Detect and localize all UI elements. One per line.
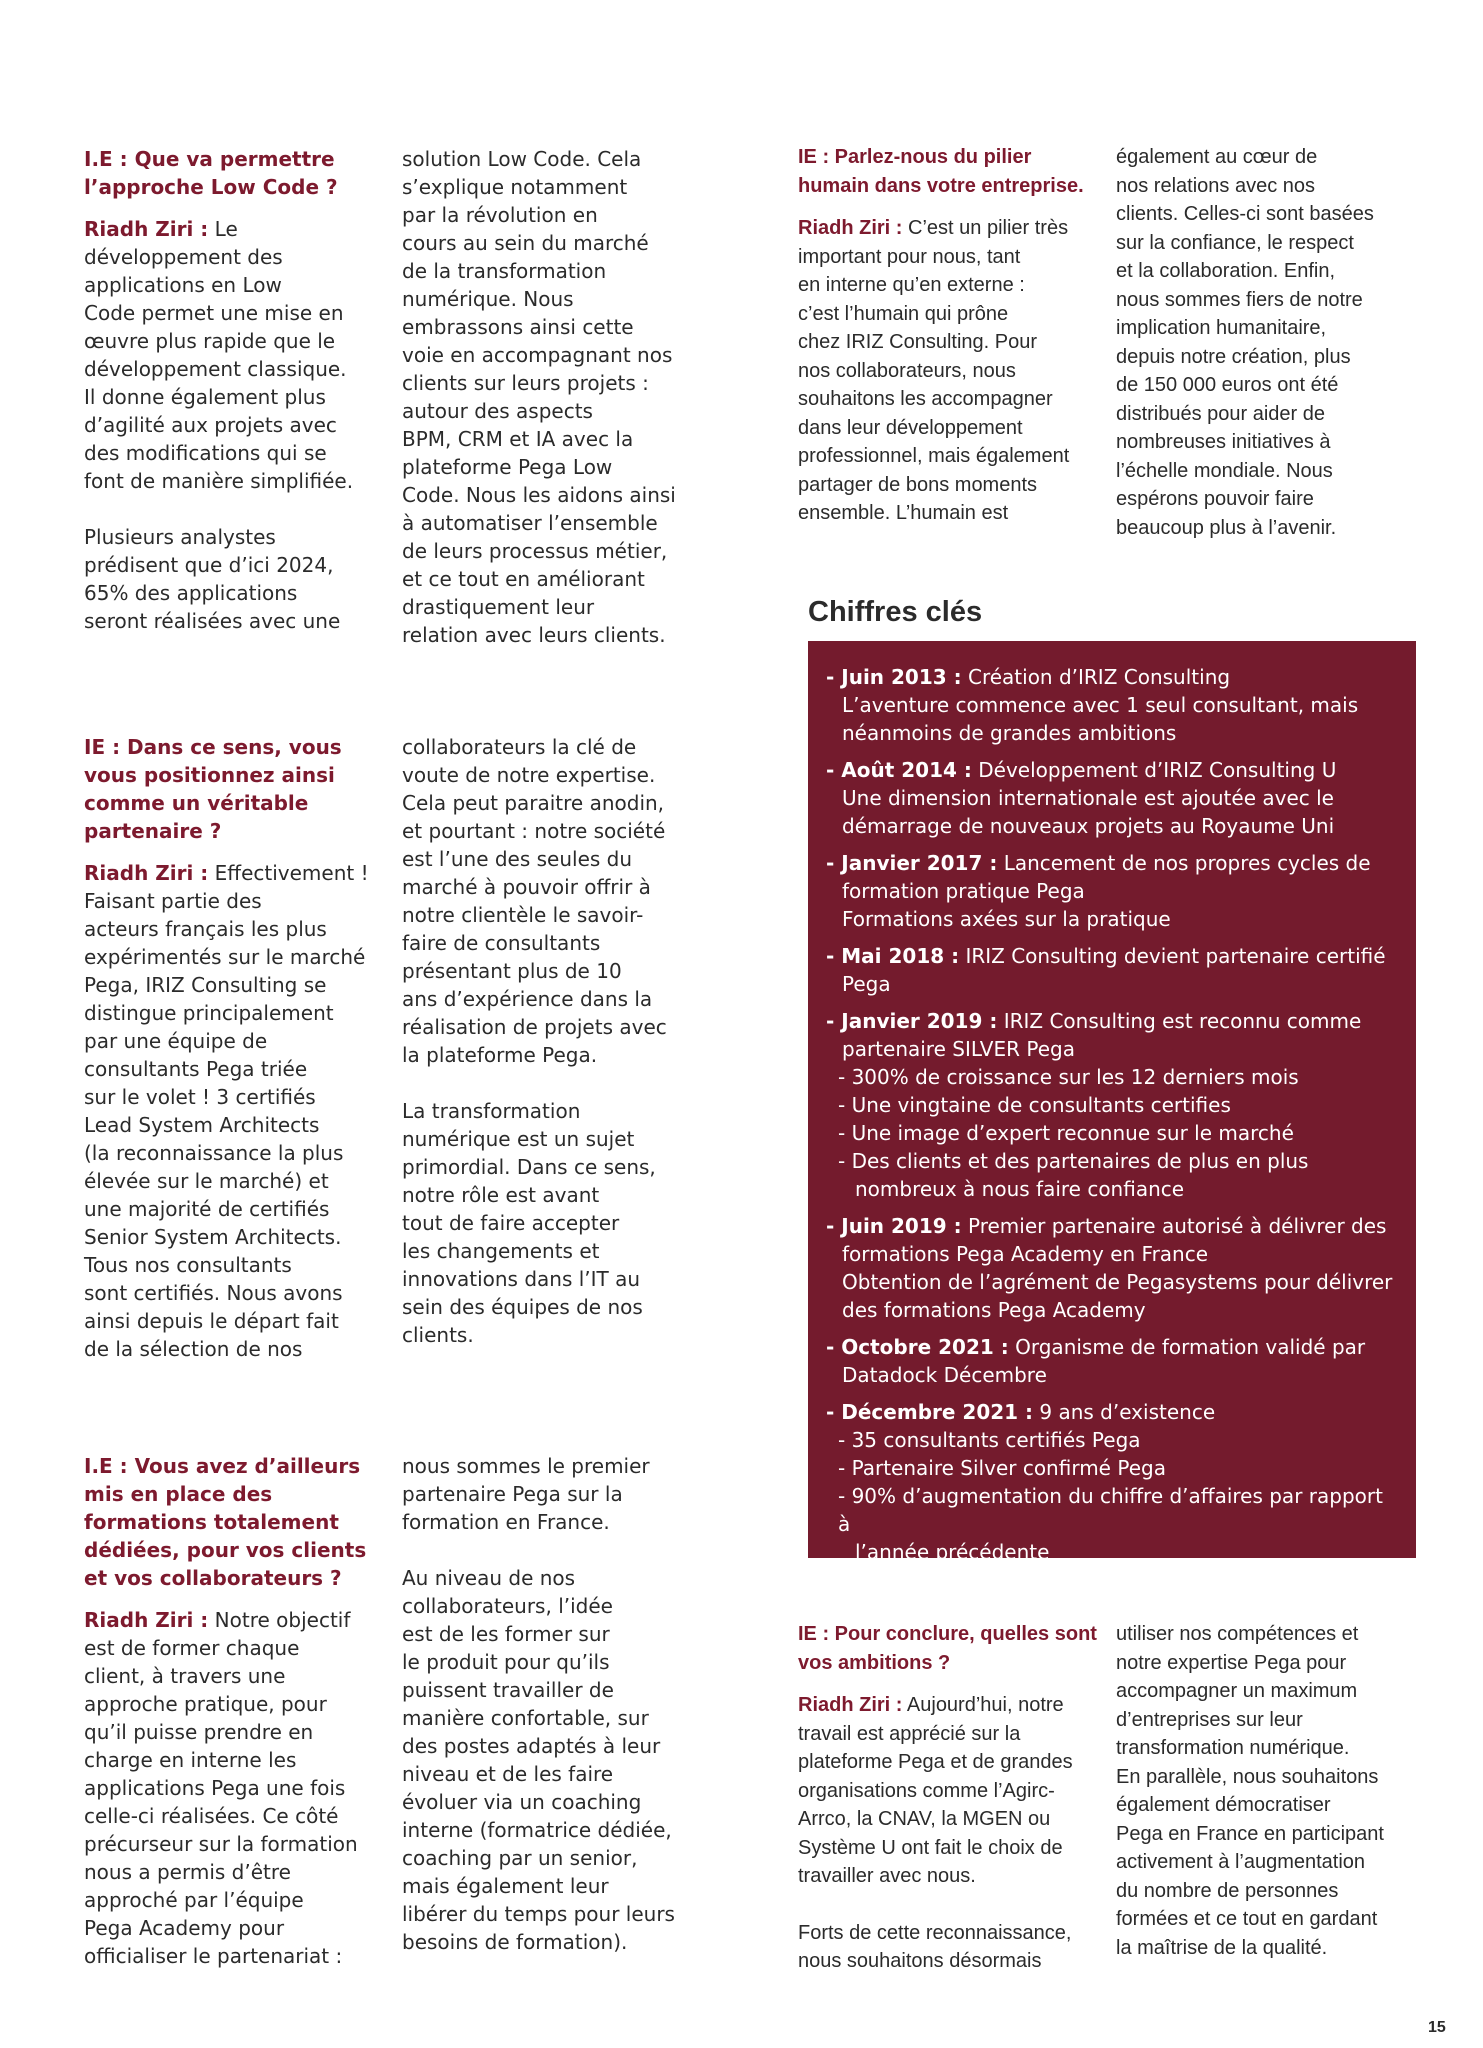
text-line: nos collaborateurs, nous <box>798 359 1016 382</box>
text-line: approche pratique, pour <box>84 1692 327 1716</box>
key-figure-item <box>826 663 1396 747</box>
text-line: numérique. Nous <box>402 287 574 311</box>
text-line: ainsi depuis le départ fait <box>84 1309 339 1333</box>
text-line: plateforme Pega et de grandes <box>798 1751 1073 1773</box>
text-line: est de former chaque <box>84 1636 300 1660</box>
answer-continuation <box>402 1564 722 1956</box>
text-line: organisations comme l’Agirc- <box>798 1779 1055 1802</box>
key-figure-heading <box>826 942 1396 970</box>
text-line: beaucoup plus à l’avenir. <box>1116 516 1337 539</box>
text-line: 65% des applications <box>84 581 298 605</box>
key-figure-subitem: l’année précédente <box>855 1540 1050 1564</box>
key-figure-item <box>826 1212 1396 1324</box>
text-line: une majorité de certifiés <box>84 1197 330 1221</box>
interview-block-4-left <box>798 143 1098 528</box>
text-line: officialiser le partenariat : <box>84 1944 343 1968</box>
question-heading <box>798 1620 1098 1677</box>
answer-paragraph: Riadh Ziri : Notre objectif est de former chaque client, à travers une approche pratique, pour qu’il puisse prendre en charge en interne les applications Pega une fois celle-ci réalisées. Ce côté précurseur sur la formation nous a permis d’être approché par l’équipe Pega Academy pour officialiser le partenariat : <box>84 1608 358 1968</box>
text-line: IE : Pour conclure, quelles sont <box>798 1623 1097 1645</box>
text-line: professionnel, mais également <box>798 445 1070 467</box>
key-figure-heading <box>826 663 1396 691</box>
text-line: faire de consultants <box>402 931 601 955</box>
text-line: dans leur développement <box>798 416 1023 439</box>
text-line: niveau et de les faire <box>402 1762 614 1786</box>
text-line: Arrco, la CNAV, la MGEN ou <box>798 1808 1051 1830</box>
text-line: Lead System Architects <box>84 1113 320 1137</box>
text-line: œuvre plus rapide que le <box>84 329 336 353</box>
text-line: En parallèle, nous souhaitons <box>1116 1765 1379 1788</box>
speaker-label: Riadh Ziri : <box>84 1608 209 1632</box>
text-line: les changements et <box>402 1239 600 1263</box>
text-line: réalisation de projets avec <box>402 1015 667 1039</box>
text-line: c’est l’humain qui prône <box>798 302 1009 325</box>
key-figure-line: Obtention de l’agrément de Pegasystems pour délivrer <box>842 1270 1393 1294</box>
answer-paragraph: Riadh Ziri : Aujourd’hui, notre travail est apprécié sur la plateforme Pega et de grandes organisations comme l’Agirc- Arrco, la CNAV, la MGEN ou Système U ont fait le choix de travailler avec nous. <box>798 1694 1073 1887</box>
text-line: I.E : Que va permettre <box>84 147 335 171</box>
text-line: voie en accompagnant nos <box>402 343 673 367</box>
text-line: de la sélection de nos <box>84 1337 303 1361</box>
text-line: relation avec leurs clients. <box>402 623 666 647</box>
text-line: également au cœur de <box>1116 146 1318 168</box>
text-line: précurseur sur la formation <box>84 1832 358 1856</box>
key-figures-title: Chiffres clés <box>808 596 983 628</box>
text-line: chez IRIZ Consulting. Pour <box>798 331 1037 353</box>
text-line: qu’il puisse prendre en <box>84 1720 314 1744</box>
interview-block-1-right <box>402 145 722 649</box>
key-figure-subitem: - 300% de croissance sur les 12 derniers mois <box>838 1065 1299 1089</box>
answer-continuation <box>1116 143 1416 542</box>
text-line: ans d’expérience dans la <box>402 987 653 1011</box>
text-line: partenaire ? <box>84 819 222 843</box>
text-line: applications en Low <box>84 273 282 297</box>
text-line: celle-ci réalisées. Ce côté <box>84 1804 339 1828</box>
text-line: travailler avec nous. <box>798 1865 976 1887</box>
key-figure-heading <box>826 1333 1396 1361</box>
text-line: distingue principalement <box>84 1001 334 1025</box>
text-line: nombreuses initiatives à <box>1116 431 1331 453</box>
answer-paragraph: Riadh Ziri : C’est un pilier très important pour nous, tant en interne qu’en externe : c’est l’humain qui prône chez IRIZ Consulting. Pour nos collaborateurs, nous souhaitons les accompagner dans leur développement professionnel, mais également partager de bons moments ensemble. L’humain est <box>798 217 1070 524</box>
text-line: collaborateurs la clé de <box>402 735 637 759</box>
text-line: formées et ce tout en gardant <box>1116 1908 1378 1930</box>
text-line: du nombre de personnes <box>1116 1879 1339 1902</box>
key-figure-item <box>826 1333 1396 1389</box>
key-figure-line: néanmoins de grandes ambitions <box>842 721 1177 745</box>
answer-paragraph <box>84 523 384 635</box>
key-figure-date: - Janvier 2017 : <box>826 851 998 875</box>
key-figure-text: Lancement de nos propres cycles de <box>997 851 1371 875</box>
text-line: est l’une des seules du <box>402 847 633 871</box>
text-line: applications Pega une fois <box>84 1776 346 1800</box>
text-line: vous positionnez ainsi <box>84 763 335 787</box>
text-line: et la collaboration. Enfin, <box>1116 260 1336 282</box>
text-line: des postes adaptés à leur <box>402 1734 661 1758</box>
text-line: solution Low Code. Cela <box>402 147 642 171</box>
text-line: des modifications qui se <box>84 441 327 465</box>
text-line: sur la confiance, le respect <box>1116 231 1354 254</box>
answer-continuation <box>1116 1620 1416 1962</box>
text-line: développement des <box>84 245 283 269</box>
text-line: élevée sur le marché) et <box>84 1169 329 1193</box>
interview-block-4-right <box>1116 143 1416 542</box>
key-figure-item <box>826 942 1396 998</box>
text-line: Cela peut paraitre anodin, <box>402 791 665 815</box>
text-line: font de manière simplifiée. <box>84 469 354 493</box>
text-line: tout de faire accepter <box>402 1211 620 1235</box>
key-figure-text: IRIZ Consulting est reconnu comme <box>997 1009 1362 1033</box>
key-figure-subitem: - 35 consultants certifiés Pega <box>838 1428 1141 1452</box>
key-figure-text: Organisme de formation validé par <box>1008 1335 1366 1359</box>
text-line: de 150 000 euros ont été <box>1116 374 1339 396</box>
text-line: autour des aspects <box>402 399 593 423</box>
key-figures-box <box>808 641 1416 1564</box>
text-line: sont certifiés. Nous avons <box>84 1281 343 1305</box>
answer-paragraph: Riadh Ziri : Effectivement ! Faisant partie des acteurs français les plus expérimentés sur le marché Pega, IRIZ Consulting se distingue principalement par une équipe de consultants Pega triée sur le volet ! 3 certifiés Lead System Architects (la reconnaissance la plus élevée sur le marché) et une majorité de certifiés Senior System Architects. Tous nos consultants sont certifiés. Nous avons ainsi depuis le départ fait de la sélection de nos <box>84 861 369 1361</box>
text-line: acteurs français les plus <box>84 917 327 941</box>
text-line: nous sommes le premier <box>402 1454 650 1478</box>
text-line: puissent travailler de <box>402 1678 614 1702</box>
text-line: voute de notre expertise. <box>402 763 656 787</box>
key-figure-text: Développement d’IRIZ Consulting U <box>971 758 1337 782</box>
text-line: distribués pour aider de <box>1116 402 1326 425</box>
answer-paragraph <box>798 1919 1098 1976</box>
text-line: nous souhaitons désormais <box>798 1950 1042 1972</box>
key-figure-line: Une dimension internationale est ajoutée avec le <box>842 786 1334 810</box>
text-line: présentant plus de 10 <box>402 959 622 983</box>
text-line: Faisant partie des <box>84 889 262 913</box>
text-line: Au niveau de nos <box>402 1566 576 1590</box>
key-figure-line: Pega <box>842 972 891 996</box>
key-figure-heading <box>826 1398 1396 1426</box>
text-line: besoins de formation). <box>402 1930 628 1954</box>
text-line: travail est apprécié sur la <box>798 1722 1021 1745</box>
key-figure-subitem: - Une vingtaine de consultants certifies <box>838 1093 1231 1117</box>
text-line: vos ambitions ? <box>798 1651 951 1674</box>
key-figure-date: - Mai 2018 : <box>826 944 960 968</box>
text-line: Senior System Architects. <box>84 1225 342 1249</box>
key-figure-line: démarrage de nouveaux projets au Royaume Uni <box>842 814 1335 838</box>
text-line: embrassons ainsi cette <box>402 315 634 339</box>
page-number: 15 <box>1428 2019 1446 2036</box>
text-line: cours au sein du marché <box>402 231 649 255</box>
text-line: BPM, CRM et IA avec la <box>402 427 634 451</box>
text-line: humain dans votre entreprise. <box>798 174 1084 197</box>
text-line: Pega Academy pour <box>84 1916 285 1940</box>
interview-block-5-left <box>798 1620 1098 1976</box>
text-line: interne (formatrice dédiée, <box>402 1818 672 1842</box>
key-figure-heading <box>826 756 1396 784</box>
key-figure-heading <box>826 849 1396 877</box>
text-line: notre clientèle le savoir- <box>402 903 644 927</box>
text-line: nous sommes fiers de notre <box>1116 288 1363 311</box>
text-line: comme un véritable <box>84 791 309 815</box>
interview-block-1-left <box>84 145 384 635</box>
question-heading <box>84 1452 384 1592</box>
text-line: numérique est un sujet <box>402 1127 635 1151</box>
key-figure-line: partenaire SILVER Pega <box>842 1037 1075 1061</box>
text-line: implication humanitaire, <box>1116 317 1327 339</box>
text-line: approché par l’équipe <box>84 1888 304 1912</box>
text-line: évoluer via un coaching <box>402 1790 642 1814</box>
key-figure-date: - Août 2014 : <box>826 758 972 782</box>
text-line: sur le volet ! 3 certifiés <box>84 1085 316 1109</box>
key-figure-subitem: - Des clients et des partenaires de plus en plus <box>838 1149 1309 1173</box>
text-line: Pega en France en participant <box>1116 1822 1384 1845</box>
text-line: important pour nous, tant <box>798 245 1021 268</box>
key-figure-date: - Octobre 2021 : <box>826 1335 1009 1359</box>
speaker-label: Riadh Ziri : <box>798 1694 903 1716</box>
text-line: clients. <box>402 1323 474 1347</box>
text-line: clients sur leurs projets : <box>402 371 649 395</box>
text-line: s’explique notamment <box>402 175 628 199</box>
key-figure-subitem: - 90% d’augmentation du chiffre d’affaires par rapport à <box>838 1484 1383 1536</box>
text-line: clients. Celles-ci sont basées <box>1116 203 1374 225</box>
key-figure-line: Formations axées sur la pratique <box>842 907 1171 931</box>
question-heading <box>84 145 384 201</box>
text-line: utiliser nos compétences et <box>1116 1623 1359 1645</box>
text-line: l’approche Low Code ? <box>84 175 338 199</box>
key-figure-item <box>826 756 1396 840</box>
text-line: développement classique. <box>84 357 347 381</box>
key-figure-date: - Juin 2013 : <box>826 665 962 689</box>
text-line: en interne qu’en externe : <box>798 274 1025 296</box>
text-line: expérimentés sur le marché <box>84 945 366 969</box>
key-figure-date: - Décembre 2021 : <box>826 1400 1034 1424</box>
text-line: partenaire Pega sur la <box>402 1482 623 1506</box>
text-line: activement à l’augmentation <box>1116 1851 1366 1873</box>
text-line: dédiées, pour vos clients <box>84 1538 367 1562</box>
answer-continuation <box>402 1097 722 1349</box>
key-figure-subitem: nombreux à nous faire confiance <box>855 1177 1185 1201</box>
key-figure-item <box>826 1007 1396 1203</box>
text-line: depuis notre création, plus <box>1116 345 1351 368</box>
text-line: formations totalement <box>84 1510 339 1534</box>
key-figure-date: - Janvier 2019 : <box>826 1009 998 1033</box>
answer-paragraph: Riadh Ziri : Le développement des applications en Low Code permet une mise en œuvre plus rapide que le développement classique. Il donne également plus d’agilité aux projets avec des modifications qui se font de manière simplifiée. <box>84 217 354 493</box>
text-line: La transformation <box>402 1099 581 1123</box>
text-line: I.E : Vous avez d’ailleurs <box>84 1454 361 1478</box>
text-line: prédisent que d’ici 2024, <box>84 553 334 577</box>
text-line: Il donne également plus <box>84 385 326 409</box>
text-line: par la révolution en <box>402 203 598 227</box>
text-line: IE : Dans ce sens, vous <box>84 735 342 759</box>
text-line: notre rôle est avant <box>402 1183 600 1207</box>
text-line: souhaitons les accompagner <box>798 388 1053 410</box>
text-line: libérer du temps pour leurs <box>402 1902 675 1926</box>
text-line: nous a permis d’être <box>84 1860 291 1884</box>
text-line: sein des équipes de nos <box>402 1295 643 1319</box>
text-line: (la reconnaissance la plus <box>84 1141 344 1165</box>
key-figure-text: 9 ans d’existence <box>1033 1400 1216 1424</box>
text-line: l’échelle mondiale. Nous <box>1116 459 1333 482</box>
text-line: et ce tout en améliorant <box>402 567 645 591</box>
text-line: client, à travers une <box>84 1664 286 1688</box>
text-line: de leurs processus métier, <box>402 539 668 563</box>
text-line: transformation numérique. <box>1116 1737 1350 1759</box>
text-line: mais également leur <box>402 1874 609 1898</box>
text-line: de la transformation <box>402 259 607 283</box>
key-figure-item <box>826 849 1396 933</box>
text-line: Forts de cette reconnaissance, <box>798 1921 1072 1944</box>
answer-continuation <box>402 145 722 649</box>
text-line: d’entreprises sur leur <box>1116 1708 1303 1731</box>
text-line: collaborateurs, l’idée <box>402 1594 613 1618</box>
key-figure-date: - Juin 2019 : <box>826 1214 962 1238</box>
text-line: charge en interne les <box>84 1748 297 1772</box>
interview-block-5-right <box>1116 1620 1416 1962</box>
interview-block-2-left <box>84 733 384 1363</box>
text-line: plateforme Pega Low <box>402 455 613 479</box>
text-line: seront réalisées avec une <box>84 609 341 633</box>
speaker-label: Riadh Ziri : <box>84 217 209 241</box>
text-line: Code. Nous les aidons ainsi <box>402 483 676 507</box>
interview-block-3-right <box>402 1452 722 1956</box>
key-figure-line: L’aventure commence avec 1 seul consultant, mais <box>842 693 1359 717</box>
text-line: Tous nos consultants <box>84 1253 292 1277</box>
text-line: à automatiser l’ensemble <box>402 511 658 535</box>
text-line: Plusieurs analystes <box>84 525 276 549</box>
text-line: accompagner un maximum <box>1116 1680 1358 1702</box>
text-line: mis en place des <box>84 1482 273 1506</box>
text-line: la maîtrise de la qualité. <box>1116 1936 1328 1959</box>
question-heading <box>798 143 1098 200</box>
key-figure-line: formations Pega Academy en France <box>842 1242 1209 1266</box>
key-figure-text: IRIZ Consulting devient partenaire certifié <box>959 944 1386 968</box>
text-line: et vos collaborateurs ? <box>84 1566 342 1590</box>
text-line: consultants Pega triée <box>84 1057 308 1081</box>
text-line: manière confortable, sur <box>402 1706 649 1730</box>
key-figure-subitem: - Partenaire Silver confirmé Pega <box>838 1456 1166 1480</box>
text-line: notre expertise Pega pour <box>1116 1651 1347 1674</box>
text-line: innovations dans l’IT au <box>402 1267 641 1291</box>
text-line: la plateforme Pega. <box>402 1043 598 1067</box>
answer-continuation <box>402 1452 722 1536</box>
answer-continuation <box>402 733 722 1069</box>
speaker-label: Riadh Ziri : <box>798 217 903 239</box>
text-line: espérons pouvoir faire <box>1116 488 1314 510</box>
text-line: Pega, IRIZ Consulting se <box>84 973 327 997</box>
key-figure-text: Premier partenaire autorisé à délivrer des <box>961 1214 1387 1238</box>
text-line: d’agilité aux projets avec <box>84 413 337 437</box>
text-line: coaching par un senior, <box>402 1846 638 1870</box>
text-line: ensemble. L’humain est <box>798 502 1009 524</box>
key-figure-line: Datadock Décembre <box>842 1363 1047 1387</box>
text-line: Code permet une mise en <box>84 301 344 325</box>
text-line: et pourtant : notre société <box>402 819 666 843</box>
key-figure-text: Création d’IRIZ Consulting <box>961 665 1231 689</box>
key-figure-line: formation pratique Pega <box>842 879 1085 903</box>
text-line: nos relations avec nos <box>1116 174 1316 197</box>
interview-block-2-right <box>402 733 722 1349</box>
text-line: également démocratiser <box>1116 1794 1331 1816</box>
interview-block-3-left <box>84 1452 384 1970</box>
key-figure-heading <box>826 1007 1396 1035</box>
speaker-label: Riadh Ziri : <box>84 861 209 885</box>
text-line: marché à pouvoir offrir à <box>402 875 651 899</box>
question-heading <box>84 733 384 845</box>
text-line: le produit pour qu’ils <box>402 1650 610 1674</box>
text-line: primordial. Dans ce sens, <box>402 1155 656 1179</box>
text-line: IE : Parlez-nous du pilier <box>798 146 1032 168</box>
text-line: par une équipe de <box>84 1029 268 1053</box>
key-figure-line: des formations Pega Academy <box>842 1298 1146 1322</box>
key-figure-item <box>826 1398 1396 1566</box>
text-line: formation en France. <box>402 1510 610 1534</box>
text-line: partager de bons moments <box>798 473 1038 496</box>
text-line: drastiquement leur <box>402 595 595 619</box>
key-figure-heading <box>826 1212 1396 1240</box>
text-line: Système U ont fait le choix de <box>798 1836 1063 1859</box>
key-figure-subitem: - Une image d’expert reconnue sur le marché <box>838 1121 1294 1145</box>
text-line: est de les former sur <box>402 1622 610 1646</box>
